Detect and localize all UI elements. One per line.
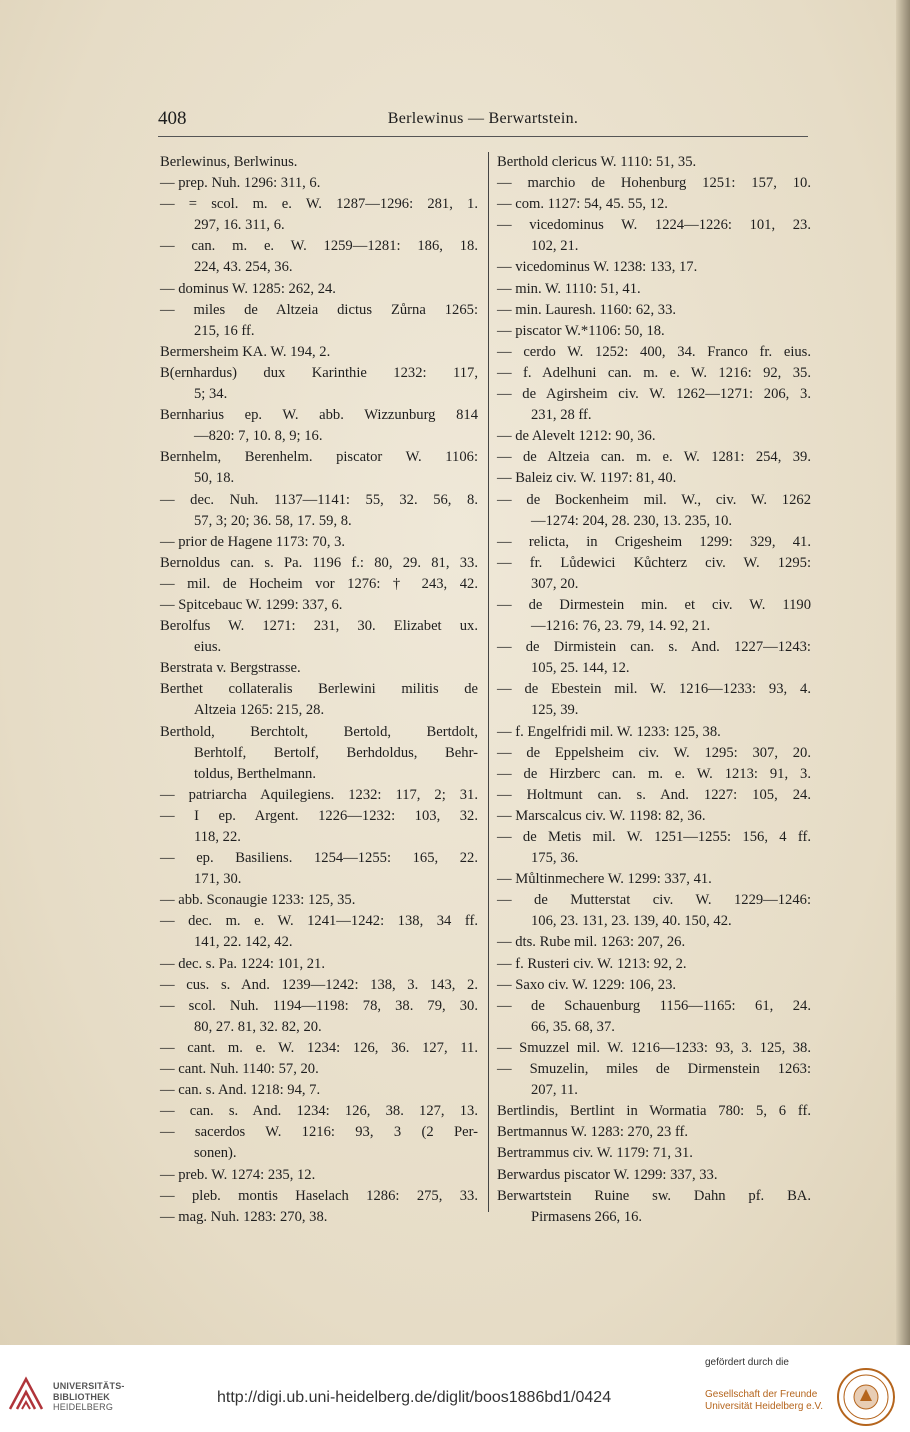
index-line: Berthold, Berchtolt, Bertold, Bertdolt, [160,723,478,740]
index-line: 105, 25. 144, 12. [531,660,630,677]
library-name-line3: HEIDELBERG [53,1402,114,1412]
right-column [497,152,811,1228]
index-line: 224, 43. 254, 36. [194,259,293,276]
index-line: —1216: 76, 23. 79, 14. 92, 21. [531,618,711,635]
index-line: — = scol. m. e. W. 1287—1296: 281, 1. [160,196,478,213]
page-header [158,108,808,138]
index-line: — Marscalcus civ. W. 1198: 82, 36. [497,807,706,824]
index-line: Berhtolf, Bertolf, Berhdoldus, Behr- [194,744,478,761]
index-line: — f. Engelfridi mil. W. 1233: 125, 38. [497,723,721,740]
library-name-line2: BIBLIOTHEK [53,1391,110,1402]
index-line: Berlewinus, Berlwinus. [160,154,298,170]
column-divider [488,152,489,1212]
index-line: 102, 21. [531,238,579,255]
index-line: — Smuzzel mil. W. 1216—1233: 93, 3. 125, 38. [497,1039,811,1056]
index-line: — min. W. 1110: 51, 41. [497,280,641,297]
page-number: 408 [158,108,187,129]
index-line: — dec. s. Pa. 1224: 101, 21. [160,955,325,972]
index-line: — Holtmunt can. s. And. 1227: 105, 24. [497,786,811,803]
index-line: — de Altzeia can. m. e. W. 1281: 254, 39. [497,449,811,466]
index-line: 297, 16. 311, 6. [194,217,285,234]
university-seal-icon [836,1367,896,1427]
index-line: — sacerdos W. 1216: 93, 3 (2 Per- [160,1124,478,1141]
index-line: Berthold clericus W. 1110: 51, 35. [497,154,697,170]
index-line: 118, 22. [194,829,241,845]
index-line: — Můltinmechere W. 1299: 337, 41. [497,871,712,888]
index-line: 141, 22. 142, 42. [194,934,293,951]
left-column [160,152,478,1228]
index-line: — vicedominus W. 1224—1226: 101, 23. [497,217,811,234]
sponsor-name-line2: Universität Heidelberg e.V. [705,1401,824,1412]
library-name[interactable] [53,1381,125,1413]
index-line: Berwardus piscator W. 1299: 337, 33. [497,1166,718,1183]
index-line: — de Alevelt 1212: 90, 36. [497,428,656,445]
index-line: — de Schauenburg 1156—1165: 61, 24. [497,997,811,1014]
index-line: — abb. Sconaugie 1233: 125, 35. [160,892,356,909]
index-line: — can. s. And. 1218: 94, 7. [160,1082,321,1099]
index-line: — de Ebestein mil. W. 1216—1233: 93, 4. [497,681,811,698]
index-line: Berstrata v. Bergstrasse. [160,660,301,677]
index-line: — f. Adelhuni can. m. e. W. 1216: 92, 35. [497,364,811,381]
index-line: Altzeia 1265: 215, 28. [194,702,325,719]
index-line: — f. Rusteri civ. W. 1213: 92, 2. [497,955,687,972]
index-line: 207, 11. [531,1082,578,1099]
index-line: Pirmasens 266, 16. [531,1208,643,1225]
index-line: — Spitcebauc W. 1299: 337, 6. [160,596,343,613]
sponsor-name[interactable] [705,1389,823,1413]
index-line: — Saxo civ. W. 1229: 106, 23. [497,976,677,993]
index-line: Bernoldus can. s. Pa. 1196 f.: 80, 29. 81, 33. [160,554,478,571]
index-line: — cerdo W. 1252: 400, 34. Franco fr. eius. [497,343,811,360]
index-line: — pleb. montis Haselach 1286: 275, 33. [160,1187,478,1204]
header-rule [158,136,808,137]
index-line: — min. Lauresh. 1160: 62, 33. [497,301,677,318]
index-line: — preb. W. 1274: 235, 12. [160,1166,316,1183]
index-line: — dec. Nuh. 1137—1141: 55, 32. 56, 8. [160,491,478,508]
index-line: 5; 34. [194,386,228,403]
index-line: — de Metis mil. W. 1251—1255: 156, 4 ff. [497,829,811,845]
index-line: Bernhelm, Berenhelm. piscator W. 1106: [160,449,478,466]
footer-bar [0,1345,910,1432]
index-line: — prep. Nuh. 1296: 311, 6. [160,175,321,192]
index-line: 215, 16 ff. [194,322,255,339]
index-line: — patriarcha Aquilegiens. 1232: 117, 2; 31. [160,786,478,803]
index-line: — de Dirmestein min. et civ. W. 1190 [497,596,811,613]
library-logo-icon[interactable] [8,1375,44,1411]
index-line: — marchio de Hohenburg 1251: 157, 10. [497,175,811,192]
index-line: 106, 23. 131, 23. 139, 40. 150, 42. [531,913,732,930]
index-line: — dec. m. e. W. 1241—1242: 138, 34 ff. [160,913,478,930]
index-line: 66, 35. 68, 37. [531,1018,615,1035]
index-line: — piscator W.*1106: 50, 18. [497,322,665,339]
index-line: 50, 18. [194,470,235,487]
index-line: 125, 39. [531,702,579,719]
index-line: — vicedominus W. 1238: 133, 17. [497,259,698,276]
index-line: — com. 1127: 54, 45. 55, 12. [497,196,668,213]
index-line: — Smuzelin, miles de Dirmenstein 1263: [497,1061,811,1078]
index-line: — relicta, in Crigesheim 1299: 329, 41. [497,533,811,550]
index-line: Bermersheim KA. W. 194, 2. [160,343,331,360]
index-line: Bertrammus civ. W. 1179: 71, 31. [497,1145,693,1162]
index-line: 175, 36. [531,850,579,867]
index-line: — de Hirzberc can. m. e. W. 1213: 91, 3. [497,765,811,782]
index-line: — mag. Nuh. 1283: 270, 38. [160,1208,328,1225]
index-line: — miles de Altzeia dictus Zůrna 1265: [160,301,478,318]
index-line: — ep. Basiliens. 1254—1255: 165, 22. [160,850,478,867]
index-line: — fr. Lůdewici Kůchterz civ. W. 1295: [497,554,811,571]
sponsor-name-line1: Gesellschaft der Freunde [705,1389,818,1400]
index-line: — Baleiz civ. W. 1197: 81, 40. [497,470,677,487]
index-line: — I ep. Argent. 1226—1232: 103, 32. [160,807,478,824]
index-line: — cant. m. e. W. 1234: 126, 36. 127, 11. [160,1039,478,1056]
index-line: 307, 20. [531,575,579,592]
index-line: Bertmannus W. 1283: 270, 23 ff. [497,1124,689,1141]
index-line: — prior de Hagene 1173: 70, 3. [160,533,346,550]
index-line: — cus. s. And. 1239—1242: 138, 3. 143, 2. [160,976,478,993]
index-line: — dominus W. 1285: 262, 24. [160,280,336,297]
permalink-url[interactable]: http://digi.ub.uni-heidelberg.de/diglit/boos1886bd1/0424 [217,1389,612,1406]
index-line: — de Dirmistein can. s. And. 1227—1243: [497,639,811,656]
index-line: Bernharius ep. W. abb. Wizzunburg 814 [160,407,478,424]
index-line: — can. s. And. 1234: 126, 38. 127, 13. [160,1103,478,1120]
index-line: Berthet collateralis Berlewini militis de [160,681,478,698]
index-line: 57, 3; 20; 36. 58, 17. 59, 8. [194,512,352,529]
index-line: —820: 7, 10. 8, 9; 16. [194,428,323,445]
index-line: B(ernhardus) dux Karinthie 1232: 117, [160,364,478,381]
index-line: —1274: 204, 28. 230, 13. 235, 10. [531,512,733,529]
index-line: eius. [194,639,222,656]
index-line: — cant. Nuh. 1140: 57, 20. [160,1061,319,1078]
index-line: Berwartstein Ruine sw. Dahn pf. BA. [497,1187,811,1204]
index-line: Berolfus W. 1271: 231, 30. Elizabet ux. [160,618,478,635]
index-line: sonen). [194,1145,237,1162]
sponsor-intro: gefördert durch die [705,1357,789,1368]
index-line: 231, 28 ff. [531,407,592,424]
book-spine-edge [896,0,910,1345]
index-line: — de Agirsheim civ. W. 1262—1271: 206, 3. [497,386,811,403]
index-line: — mil. de Hocheim vor 1276: † 243, 42. [160,575,478,592]
index-line: 171, 30. [194,871,242,888]
index-line: — de Bockenheim mil. W., civ. W. 1262 [497,491,811,508]
index-line: — dts. Rube mil. 1263: 207, 26. [497,934,686,951]
index-line: — de Mutterstat civ. W. 1229—1246: [497,892,811,909]
index-line: 80, 27. 81, 32. 82, 20. [194,1018,322,1035]
index-line: — can. m. e. W. 1259—1281: 186, 18. [160,238,478,255]
index-line: — de Eppelsheim civ. W. 1295: 307, 20. [497,744,811,761]
index-line: Bertlindis, Bertlint in Wormatia 780: 5, 6 ff. [497,1103,811,1120]
index-line: toldus, Berthelmann. [194,765,317,782]
running-title: Berlewinus — Berwartstein. [387,110,579,127]
library-name-line1: UNIVERSITÄTS- [53,1381,125,1391]
index-line: — scol. Nuh. 1194—1198: 78, 38. 79, 30. [160,997,478,1014]
